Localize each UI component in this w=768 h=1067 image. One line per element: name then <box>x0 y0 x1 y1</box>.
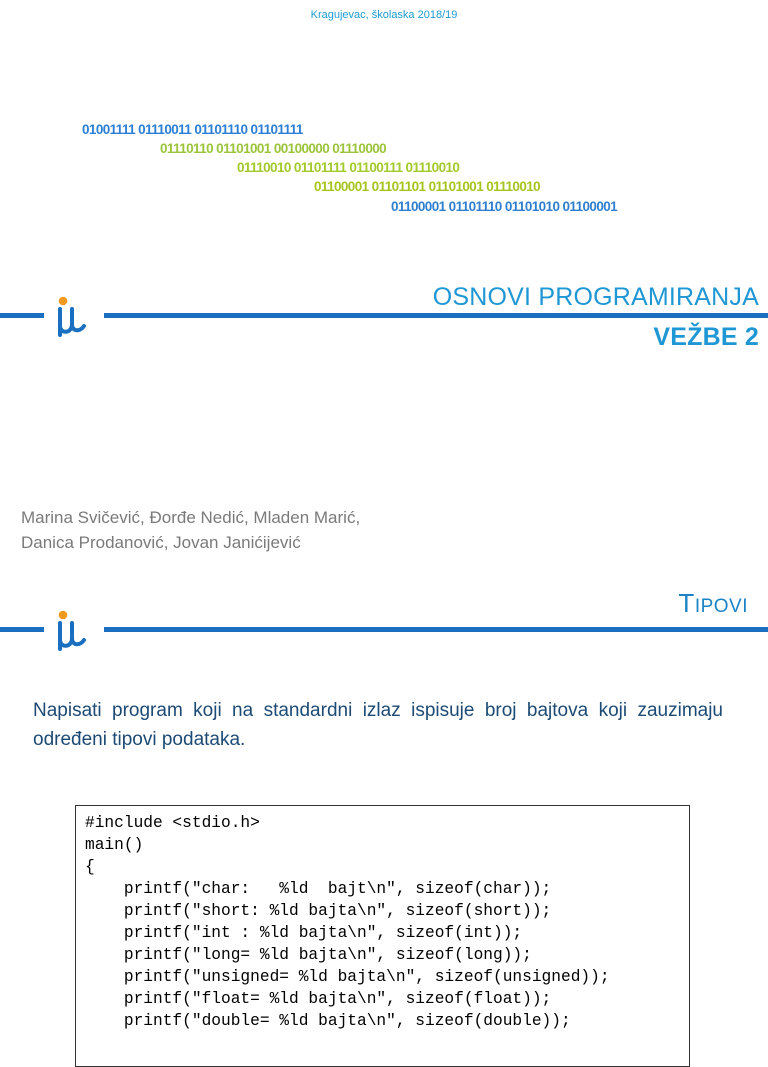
section-title <box>678 588 748 619</box>
divider-left-2 <box>0 627 44 632</box>
section-title-rest: IPOVI <box>694 596 748 617</box>
divider-left <box>0 313 44 318</box>
authors-line-2: Danica Prodanović, Jovan Janićijević <box>21 533 301 552</box>
code-line-4: printf("char: %ld bajt\n", sizeof(char)); <box>85 880 552 898</box>
binary-row-1: 01001111 01110011 01101110 01101111 <box>82 122 303 137</box>
divider-right-2 <box>104 627 768 632</box>
binary-row-4: 01100001 01101101 01101001 01110010 <box>314 179 541 194</box>
authors-line-1: Marina Svičević, Đorđe Nedić, Mladen Marić, <box>21 508 361 527</box>
divider-right <box>104 313 768 318</box>
code-line-6: printf("int : %ld bajta\n", sizeof(int)); <box>85 924 523 942</box>
code-line-8: printf("unsigned= %ld bajta\n", sizeof(unsigned)); <box>85 968 610 986</box>
binary-row-3: 01110010 01101111 01100111 01110010 <box>237 160 460 175</box>
code-line-5: printf("short: %ld bajta\n", sizeof(short)); <box>85 902 552 920</box>
code-block <box>75 805 690 1067</box>
exercise-title: VEŽBE 2 <box>653 323 759 351</box>
code-line-9: printf("float= %ld bajta\n", sizeof(float)); <box>85 990 552 1008</box>
code-line-10: printf("double= %ld bajta\n", sizeof(double)); <box>85 1012 571 1030</box>
section-title-initial: T <box>678 588 695 618</box>
header-caption: Kragujevac, školaska 2018/19 <box>310 9 458 21</box>
binary-row-5: 01100001 01101110 01101010 01100001 <box>391 199 618 214</box>
code-line-7: printf("long= %ld bajta\n", sizeof(long)); <box>85 946 532 964</box>
task-description: Napisati program koji na standardni izlaz ispisuje broj bajtova koji zauzimaju određeni tipovi podataka. <box>33 700 723 750</box>
code-line-3: { <box>85 858 95 876</box>
code-line-1: #include <stdio.h> <box>85 814 260 832</box>
mu-logo-icon-2 <box>55 610 95 654</box>
course-title: OSNOVI PROGRAMIRANJA <box>432 283 759 311</box>
code-line-2: main() <box>85 836 144 854</box>
binary-row-2: 01110110 01101001 00100000 01110000 <box>160 141 387 156</box>
mu-logo-icon <box>55 296 95 340</box>
